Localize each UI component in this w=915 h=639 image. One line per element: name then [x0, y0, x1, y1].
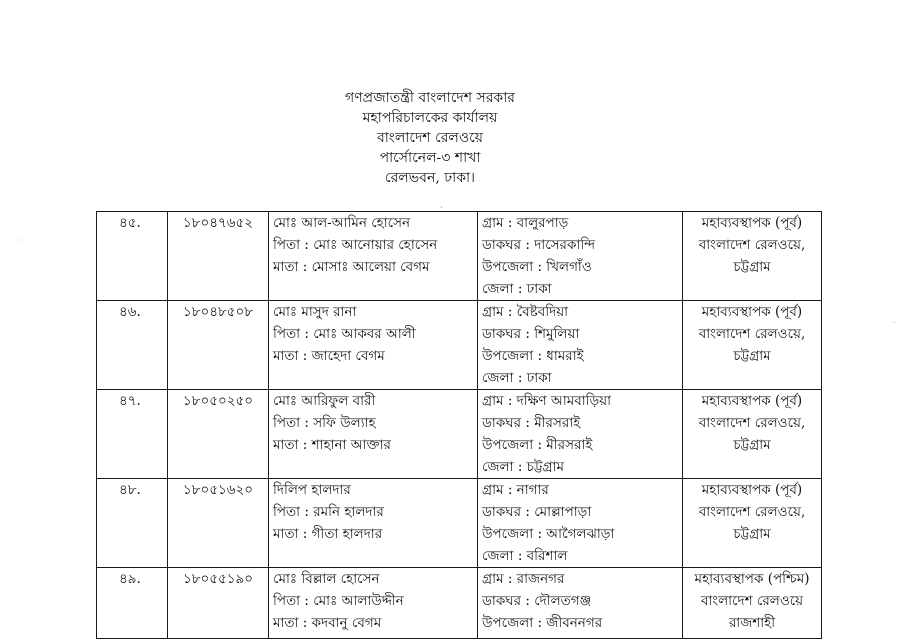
serial-cell: ৪৮. — [97, 479, 168, 568]
candidate-name: দিলিপ হালদার — [273, 482, 351, 498]
address-village: গ্রাম : নাগার — [482, 482, 549, 498]
header-line-office: মহাপরিচালকের কার্যালয় — [362, 110, 498, 126]
office-cell: মহাব্যবস্থাপক (পূর্ব) বাংলাদেশ রেলওয়ে, চট্টগ্রাম — [683, 301, 822, 390]
serial-cell: ৪৫. — [97, 212, 168, 301]
address-district: জেলা : ঢাকা — [482, 370, 552, 386]
office-cell: মহাব্যবস্থাপক (পূর্ব) বাংলাদেশ রেলওয়ে, চট্টগ্রাম — [683, 479, 822, 568]
header-line-organization: বাংলাদেশ রেলওয়ে — [376, 130, 484, 146]
header-line-government: গণপ্রজাতন্ত্রী বাংলাদেশ সরকার — [345, 90, 515, 106]
name-cell — [269, 212, 478, 301]
address-cell — [478, 390, 683, 479]
id-cell: ১৮০৫০২৫০ — [168, 390, 269, 479]
office-cell: মহাব্যবস্থাপক (পূর্ব) বাংলাদেশ রেলওয়ে, চট্টগ্রাম — [683, 212, 822, 301]
address-cell — [478, 301, 683, 390]
scan-speck-left: · — [20, 236, 23, 245]
address-upazila: উপজেলা : খিলগাঁও — [482, 259, 592, 275]
address-cell — [478, 212, 683, 301]
office-cell: মহাব্যবস্থাপক (পূর্ব) বাংলাদেশ রেলওয়ে, চট্টগ্রাম — [683, 390, 822, 479]
candidate-name: মোঃ আরিফুল বারী — [273, 393, 376, 409]
mother-name: মাতা : জাহেদা বেগম — [273, 348, 385, 364]
mother-name: মাতা : শাহানা আক্তার — [273, 437, 391, 453]
name-cell — [269, 301, 478, 390]
serial-cell: ৪৬. — [97, 301, 168, 390]
address-post-office: ডাকঘর : মোল্লাপাড়া — [482, 504, 592, 520]
address-village: গ্রাম : বৈষ্টবদিয়া — [482, 304, 569, 320]
id-cell: ১৮০৫৫১৯০ — [168, 568, 269, 639]
serial-cell: ৪৯. — [97, 568, 168, 639]
serial-cell: ৪৭. — [97, 390, 168, 479]
candidate-name: মোঃ আল-আমিন হোসেন — [273, 215, 411, 231]
scan-speck-right: · — [893, 318, 896, 327]
address-district: জেলা : ঢাকা — [482, 281, 552, 297]
name-cell — [269, 390, 478, 479]
address-village: গ্রাম : রাজনগর — [482, 571, 565, 587]
document-header — [0, 88, 860, 188]
table-row — [97, 212, 822, 301]
address-post-office: ডাকঘর : শিমুলিয়া — [482, 326, 580, 342]
address-upazila: উপজেলা : ধামরাই — [482, 348, 584, 364]
table-row — [97, 301, 822, 390]
name-cell — [269, 568, 478, 639]
candidate-name: মোঃ মাসুদ রানা — [273, 304, 357, 320]
address-district: জেলা : চট্টগ্রাম — [482, 459, 564, 475]
address-post-office: ডাকঘর : দৌলতগঞ্জ — [482, 593, 592, 609]
mother-name: মাতা : গীতা হালদার — [273, 526, 383, 542]
id-cell: ১৮০৪৭৬৫২ — [168, 212, 269, 301]
candidate-table — [96, 211, 822, 639]
mother-name: মাতা : মোসাঃ আলেয়া বেগম — [273, 259, 430, 275]
address-village: গ্রাম : দক্ষিণ আমবাড়িয়া — [482, 393, 612, 409]
address-post-office: ডাকঘর : দাসেরকান্দি — [482, 237, 596, 253]
mother-name: মাতা : কদবানু বেগম — [273, 615, 382, 631]
father-name: পিতা : সফি উল্যাহ — [273, 415, 376, 431]
address-village: গ্রাম : বালুরপাড় — [482, 215, 569, 231]
id-cell: ১৮০৫১৬২০ — [168, 479, 269, 568]
father-name: পিতা : মোঃ আলাউদ্দীন — [273, 593, 404, 609]
father-name: পিতা : রমনি হালদার — [273, 504, 384, 520]
id-cell: ১৮০৪৮৫০৮ — [168, 301, 269, 390]
address-upazila: উপজেলা : মীরসরাই — [482, 437, 593, 453]
name-cell — [269, 479, 478, 568]
header-line-address: রেলভবন, ঢাকা। — [384, 170, 476, 186]
table-row — [97, 390, 822, 479]
address-district: জেলা : বরিশাল — [482, 548, 568, 564]
father-name: পিতা : মোঃ আকবর আলী — [273, 326, 416, 342]
table-row — [97, 568, 822, 639]
header-line-branch: পার্সোনেল-৩ শাখা — [379, 150, 481, 166]
address-cell — [478, 568, 683, 639]
candidate-name: মোঃ বিল্লাল হোসেন — [273, 571, 380, 587]
scan-mark: ˎ — [440, 199, 443, 209]
address-cell — [478, 479, 683, 568]
office-cell: মহাব্যবস্থাপক (পশ্চিম) বাংলাদেশ রেলওয়ে রাজশাহী — [683, 568, 822, 639]
father-name: পিতা : মোঃ আনোয়ার হোসেন — [273, 237, 438, 253]
table-row — [97, 479, 822, 568]
address-upazila: উপজেলা : জীবননগর — [482, 615, 603, 631]
address-upazila: উপজেলা : আগৈলঝাড়া — [482, 526, 615, 542]
address-post-office: ডাকঘর : মীরসরাই — [482, 415, 581, 431]
